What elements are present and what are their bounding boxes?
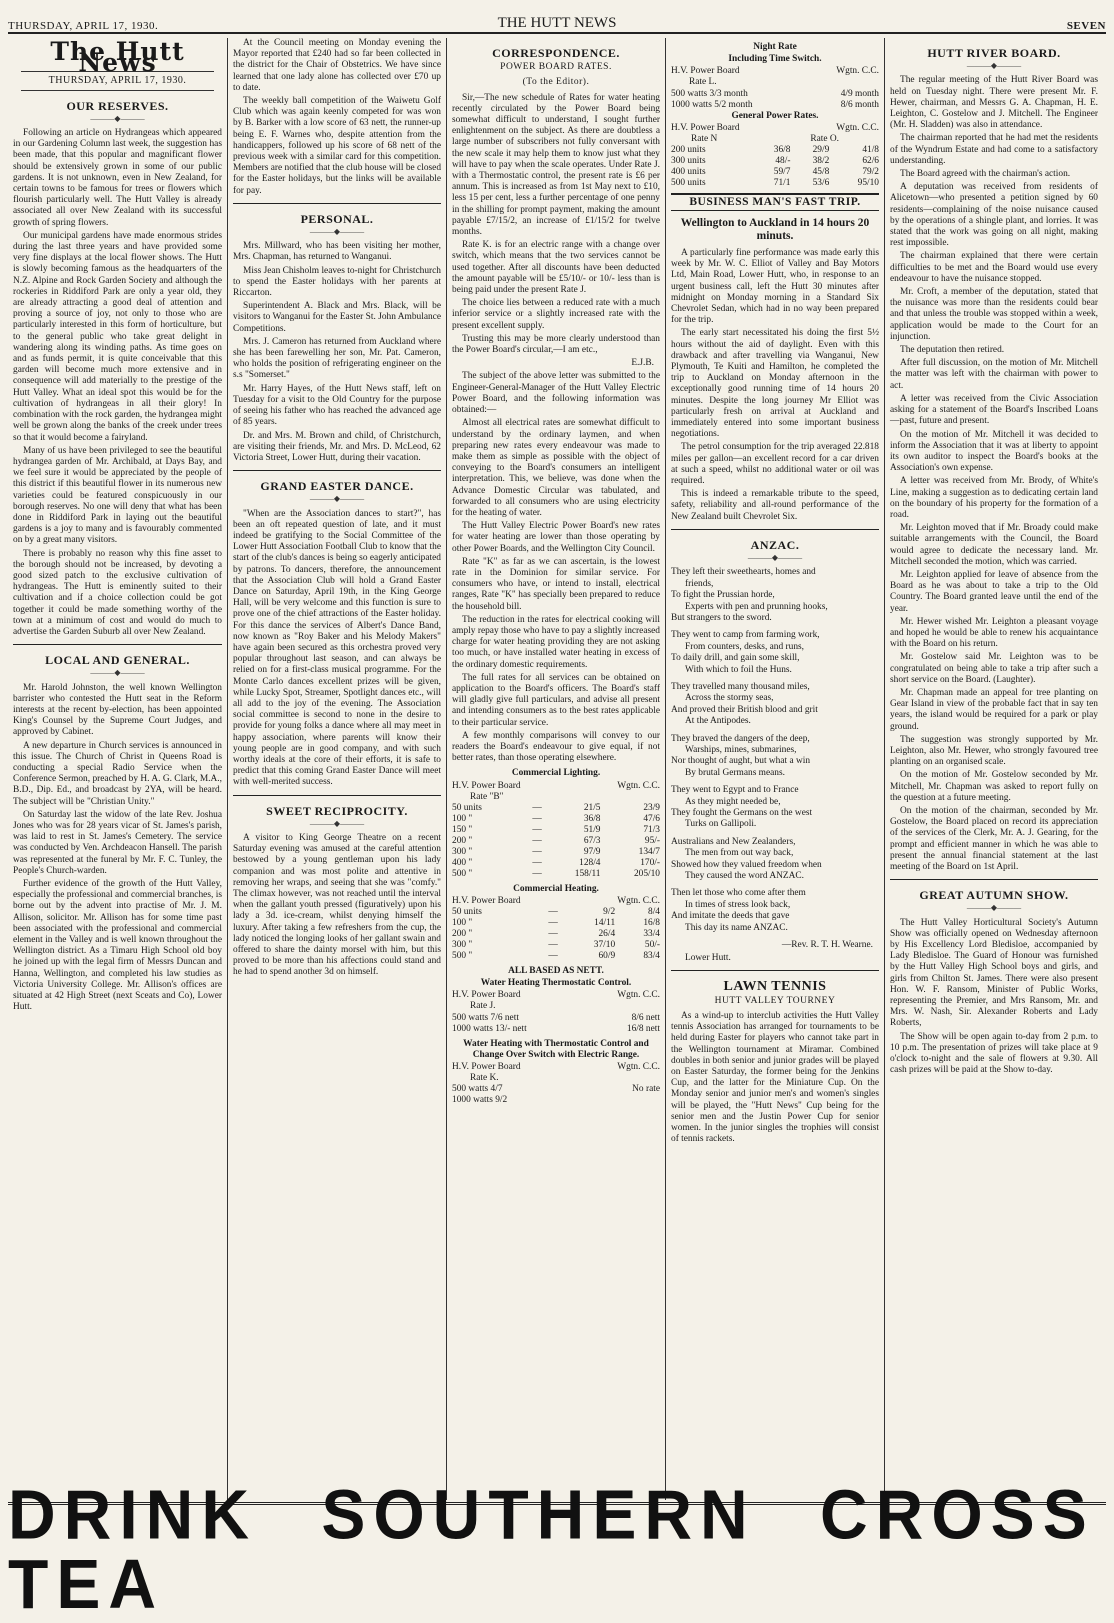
divider-ornament: ———◆———: [747, 553, 803, 563]
paragraph: The regular meeting of the Hutt River Board was held on Tuesday night. There were present Mr. F. Hewer, chairman, and Messrs G. A. Chapman, H. E. Leighton, C. Gostelow and J. Mitchell. The Engineer (Mr. H. Sladden) was also in attendance.: [890, 75, 1098, 131]
paragraph: As a wind-up to interclub activities the Hutt Valley tennis Association has arranged for tournaments to be held during Easter for players who cannot take part in the Wellington tournament at Miramar. Combined doubles in both senior and junior grades will be played on Easter Saturday, the former being for the Jenkins Cup, and the latter for the Miniature Cup. On the Monday senior and junior men's and women's singles will be played, the "Hutt News" Cup being for the senior men and the Justin Power Cup for senior women. In the junior singles the trophies will consist of tennis rackets.: [671, 1010, 879, 1145]
rate-head-cell: Wgtn. C.C.: [617, 1062, 660, 1073]
rate-cell: No rate: [632, 1084, 660, 1095]
rate-cell: —: [532, 868, 542, 879]
rate-cell: 100 ": [452, 813, 473, 824]
rate-table-head: [452, 896, 660, 907]
rate-cell: —: [532, 813, 542, 824]
rate-cell: 71/3: [643, 824, 660, 835]
rate-cell: 79/2: [862, 166, 879, 177]
poem-line: From counters, desks, and runs,: [685, 641, 804, 652]
paragraph: Mrs. Millward, who has been visiting her mother, Mrs. Chapman, has returned to Wanganui.: [233, 241, 441, 263]
masthead: The Hutt News: [50, 38, 185, 78]
reserves-article: [13, 128, 222, 638]
paragraph: Our municipal gardens have made enormous strides during the last three years and have provided some very fine displays at the local flower shows. The Hutt is slowly becoming famous as the headquarters of the N.Z. Alpine and Rock Garden Society and although the rockeries in Riddiford Park are only a year old, they are already attracting a good deal of attention and proving a source of joy, not only to those who are particularly interested in this form of horticulture, but to the general public who take great delight in wandering along its winding paths. As time goes on and as funds permit, it is quite conceivable that this garden will become much more extensive and in consequence will add materially to the prestige of the Hutt Valley. What an ideal spot this would be for the cultivation of hydrangeas in all their glory! In combination with the rock garden, the hydrangea might well be grown along the banks of the creek under trees so that it would become a fairyland.: [13, 230, 222, 443]
paragraph: Superintendent A. Black and Mrs. Black, will be visitors to Wanganui for the Easter St. John Ambulance Competitions.: [233, 301, 441, 334]
power-board-subheading: POWER BOARD RATES.: [500, 62, 612, 73]
column-2: [227, 38, 446, 1500]
poem-line: The men from out way back,: [685, 848, 794, 859]
rate-cell: 48/-: [775, 155, 791, 166]
rate-cell: 36/8: [583, 813, 601, 824]
advertisement-text: DRINK SOUTHERN CROSS TEA: [8, 1475, 1095, 1623]
rate-cell: 21/5: [583, 802, 601, 813]
lighting-table: [452, 803, 660, 880]
poem-line: Showed how they valued freedom when: [671, 859, 822, 870]
poem-line: Then let those who come after them: [671, 888, 806, 899]
rate-head-cell: Wgtn. C.C.: [617, 780, 660, 791]
rate-cell: 1000 watts 13/- nett: [452, 1023, 527, 1034]
paragraph: Following an article on Hydrangeas which appeared in our Gardening Column last week, the suggestion has been made, that this popular and magnificant flower should be extensively grown in some of our public gardens. It is not unknown, even in New Zealand, for certain towns to be famous for trees or flowers which flourish particularly well. The Hutt Valley is already associated all over New Zealand with its successful growth of spring flowers.: [13, 128, 222, 228]
rate-label: Rate K.: [470, 1073, 499, 1084]
paragraph: Mr. Harold Johnston, the well known Wellington barrister who contested the Hutt seat in the Reform interests at the recent by-election, has been appointed King's Counsel by the Supreme Court Judges, and approved by Cabinet.: [13, 682, 222, 738]
rate-row: [671, 156, 879, 167]
columns: [8, 38, 1106, 1500]
rate-cell: 45/8: [812, 166, 830, 177]
rate-row: [452, 803, 660, 814]
poem-line: By brutal Germans means.: [685, 767, 785, 778]
paragraph: Sir,—The new schedule of Rates for water heating recently circulated by the Power Board being somewhat difficult to understand, I sought further enlightenment on the subject. As there are doubtless a large number of subscribers not fully conversant with the new scale it may help them to know just what they will have to pay when the scale operates. Under Rate J. with a Thermostatic control, the present rate is £6 per annum. This is increased as from 1st May next to £10, less 15 per cent, less a further percentage of one penny in the shilling for prompt payment, making the amount payable £7/15/2, an increase of £1/15/2 for twelve months.: [452, 92, 660, 238]
rate-cell: 16/8: [643, 918, 660, 928]
section-rule: [890, 879, 1098, 880]
rate-subhead: [671, 134, 879, 145]
rate-row: [452, 1024, 660, 1035]
section-rule: [671, 970, 879, 971]
column-1: [8, 38, 227, 1500]
paragraph: The Board agreed with the chairman's action.: [900, 169, 1071, 180]
autumn-show-heading: GREAT AUTUMN SHOW.: [919, 888, 1069, 903]
poem-line: And imitate the deeds that gave: [671, 911, 790, 922]
rate-head-cell: Wgtn. C.C.: [836, 122, 879, 133]
poem-line: They braved the dangers of the deep,: [671, 733, 810, 744]
divider-ornament: ———◆———: [966, 61, 1022, 71]
paragraph: The petrol consumption for the trip averaged 22.818 miles per gallon—an excellent record for a car driven at such a speed, whilst no additional water or oil was required.: [671, 442, 879, 487]
rate-head-cell: Wgtn. C.C.: [617, 896, 660, 906]
rate-row: [452, 814, 660, 825]
rate-cell: 33/4: [643, 929, 660, 939]
rate-cell: 200 units: [671, 144, 706, 155]
paragraph: The deputation then retired.: [900, 345, 1005, 356]
heating-table-title: Commercial Heating.: [513, 883, 599, 894]
anzac-poem: [671, 567, 879, 934]
poem-line: Australians and New Zealanders,: [671, 836, 796, 847]
section-rule: [233, 795, 441, 796]
divider-ornament: ———◆———: [966, 903, 1022, 913]
rate-cell: 300 units: [671, 155, 706, 166]
rate-cell: 500 units: [671, 177, 706, 188]
rate-cell: 51/9: [583, 824, 601, 835]
header-page-number: SEVEN: [1066, 20, 1106, 32]
rate-head-cell: H.V. Power Board: [671, 66, 740, 77]
paragraph: The weekly ball competition of the Waiwetu Golf Club which was again keenly competed for was won by B. Barker with a low score of 63 nett, the runner-up being E. F. Warnes who, despite attention from the handicappers, followed up his score of 68 nett of the previous week with a similar card for this competition. Members are notified that the club house will be closed for the Easter holidays, but the links will be available for pay.: [233, 96, 442, 196]
poem-line: They left their sweethearts, homes and: [671, 567, 816, 578]
rate-cell: 83/4: [643, 951, 660, 961]
paragraph: At the Council meeting on Monday evening the Mayor reported that £240 had so far been collected in the district for the Chair of Obstetrics. We have since learned that one lady alone has collected over £70 up to date.: [233, 38, 441, 93]
rate-cell: —: [548, 929, 558, 939]
general-power-title: General Power Rates.: [731, 110, 819, 121]
poem-line: At the Antipodes.: [685, 716, 751, 727]
poem-line: In times of stress look back,: [685, 899, 791, 910]
rate-cell: 95/-: [644, 835, 660, 846]
paragraph: The Hutt Valley Electric Power Board's new rates for water heating are lower than those operating by other Power Boards, and the Wellington City Council.: [452, 521, 660, 554]
anzac-heading: ANZAC.: [750, 537, 800, 552]
rate-row: [452, 825, 660, 836]
paragraph: Rate K. is for an electric range with a change over switch, which means that the two services cannot be used together. After all discounts have been deducted the amount payable will be £5/10/- or 10/- less than is being paid under the present Rate J.: [452, 240, 660, 296]
rate-cell: 50 units: [452, 907, 482, 917]
poem-line: Nor thought of aught, but what a win: [671, 756, 811, 767]
poem-line: Experts with pen and prunning hooks,: [685, 601, 828, 612]
paragraph: Miss Jean Chisholm leaves to-night for Christchurch to spend the Easter holidays with her parents at Riccarton.: [233, 265, 441, 299]
rate-head-cell: H.V. Power Board: [452, 1062, 521, 1073]
column-3: [446, 38, 665, 1500]
paragraph: Dr. and Mrs. M. Brown and child, of Christchurch, are visiting their friends, Mr. and Mrs. D. McLeod, 62 Victoria Street, Lower Hutt, during their vacation.: [233, 430, 441, 463]
page-header: [8, 8, 1106, 34]
poem-stanza: [671, 734, 879, 780]
paragraph: The Show will be open again to-day from 2 p.m. to 10 p.m. The presentation of prizes will take place at 9 o'clock to-night and the sale of flowers at 9.30. All cash prizes will be paid at the Show to-day.: [890, 1031, 1098, 1076]
rate-cell: —: [532, 857, 542, 868]
to-editor-line: (To the Editor).: [522, 77, 590, 88]
rate-cell: 1000 watts 9/2: [452, 1095, 508, 1106]
paragraph: The chairman reported that he had met the residents of the Wyndrum Estate and had come to a satisfactory understanding.: [890, 133, 1098, 166]
section-rule: [671, 529, 879, 530]
rate-row: [452, 858, 660, 869]
section-rule: [233, 203, 441, 204]
paragraph: Rate "K" as far as we can ascertain, is the lowest rate in the Dominion for similar service. For consumers who have, or intend to install, electrical ranges, Rate "K" has specially been prepared to reduce the household bill.: [452, 556, 660, 612]
rate-row: [452, 929, 660, 940]
paragraph: The Hutt Valley Horticultural Society's Autumn Show was officially opened on Wednesday afternoon by His Excellency Lord Bledisloe, accompanied by Lady Bledisloe. The Guard of Honour was furnished by the Hutt Valley High School boys and girls, and girls from Chilton St. James. There were also present Hon. W. F. Ransom, Minister of Public Works, representing the Premier, and Mrs Ransom, Mr. and Mrs. W. Nash, Sir. Alexander Roberts and Lady Roberts,: [890, 917, 1098, 1029]
rate-cell: —: [532, 824, 542, 835]
paragraph: A letter was received from Mr. Brody, of White's Line, making a suggestion as to dedicating certain land on the boundary of his property for the formation of a road.: [890, 476, 1098, 520]
poem-line: To fight the Prussian horde,: [671, 590, 775, 601]
rate-row: [452, 1084, 660, 1095]
rate-cell: 200 ": [452, 835, 473, 846]
paragraph: A few monthly comparisons will convey to our readers the Board's endeavour to give equal, if not better rates, than those operating elsewhere.: [452, 730, 660, 764]
rate-head-cell: Rate O.: [810, 133, 839, 144]
rate-row: [452, 907, 660, 918]
section-rule: [233, 470, 441, 471]
rate-cell: 500 ": [452, 951, 473, 961]
paragraph: A new departure in Church services is announced in this issue. The Church of Christ in Queens Road is conducting a special Radio Service when the Conference Sermon, preached by H. A. G. Clark, M.A., B.D., Dip. Ed., and broadcast by 2YA, will be heard. The subject will be "Christian Unity.": [13, 740, 222, 807]
paragraph: "When are the Association dances to start?", has been an oft repeated question of late, and it must indeed be gratifying to the Social Committee of the Lower Hutt Association Football Club to know that the start of the club's dances is being so eagerly anticipated by patrons. To dancers, therefore, the announcement that the Association Club will hold a Grand Easter Dance on Saturday, April 19th, in the King George Hall, will be very welcome and this function is sure to prove one of the chief attractions of the Easter holiday. For this dance the services of Albert's Dance Band, now known as "Roy Baker and his Melody Makers" have again been secured as this orchestra proved very popular throughout last season, and can always be relied on for a first-class musical programme. For the Monte Carlo dances excellent prizes will be given, while Lucky Spot, Streamer, Spotlight dances etc., will all add to the joy of the evening. The Association social committee is second to none in the desire to provide for young folks a dance where all may meet in happy association, where parents will know their young people are in good company, and with such worthy ideals at the core of their efforts, it is safe to predict that this coming Grand Easter Dance will meet with well-merited success.: [233, 508, 441, 788]
header-date: THURSDAY, APRIL 17, 1930.: [8, 20, 159, 32]
section-rule: [13, 644, 222, 645]
rate-cell: 400 units: [671, 166, 706, 177]
rate-label: Rate "B": [470, 791, 504, 802]
rate-row: [671, 178, 879, 189]
rate-cell: 59/7: [773, 166, 791, 177]
dance-heading: GRAND EASTER DANCE.: [260, 479, 414, 494]
tennis-subheading: HUTT VALLEY TOURNEY: [714, 995, 836, 1006]
paragraph: Mr. Croft, a member of the deputation, stated that the nuisance was more than the residents could bear and that unless the trouble was stopped within a week, application would be made to the Court for an injunction.: [890, 287, 1098, 342]
poem-stanza: [671, 888, 879, 934]
poem-line: To daily drill, and gain some skill,: [671, 653, 800, 664]
poem-line: They went to camp from farming work,: [671, 630, 820, 641]
paragraph: A visitor to King George Theatre on a recent Saturday evening was amused at the careful attention bestowed by a young gentleman upon his lady companion and was most polite and attentive in removing her wraps, and seeing that she was "comfy." The climax however, was not reached until the interval when the gallant youth pressed (figuratively) upon his lady a 3d. ice-cream, whilst denying himself the luxury. After taking a few refreshers from the cup, the lady noticed the longing looks of her gallant swain and offered to share the dainty morsel with him, but this proved to be more than his affections could stand and he had to spend another 3d on himself.: [233, 833, 441, 978]
poem-line: As they might needed be,: [685, 796, 781, 807]
river-board-article: [890, 75, 1098, 873]
rate-cell: 158/11: [574, 868, 601, 879]
paragraph: Mr. Gostelow said Mr. Leighton was to be congratulated on being able to take a trip after such a short service on the Board. (Laughter).: [890, 652, 1098, 685]
paragraph: On the motion of the chairman, seconded by Mr. Gostelow, the Board placed on record its appreciation of the services of the Clerk, Mr. A. J. Gearing, for the prompt and efficient manner in which he was able to present the annual financial statement at the last meeting of the Board on 1st April.: [890, 806, 1098, 873]
poem-line: friends,: [685, 578, 714, 589]
rate-cell: 150 ": [452, 824, 473, 835]
rate-row: [671, 89, 879, 100]
poem-stanza: [671, 567, 879, 624]
rate-cell: 95/10: [857, 177, 879, 188]
paragraph: This is indeed a remarkable tribute to the speed, safety, reliability and all-round performance of the New Zealand built Chevrolet Six.: [671, 489, 879, 522]
paragraph: A particularly fine performance was made early this week by Mr. W. C. Elliot of Valley and Bay Motors Ltd, Main Road, Lower Hutt, who, in response to an urgent business call, left the Hutt 30 minutes after midnight on Monday morning in a Standard Six Chevrolet Sedan, which had in no way been prepared for the trip.: [671, 248, 879, 326]
rate-row: [671, 100, 879, 111]
paragraph: Mr. Leighton applied for leave of absence from the Board as he was about to take a trip to the Old Country. The Board granted leave until the end of the year.: [890, 569, 1098, 614]
paragraph: A letter was received from the Civic Association asking for a statement of the Board's Inscribed Loans—past, future and present.: [890, 393, 1098, 427]
rate-cell: 29/9: [812, 144, 830, 155]
rate-head-cell: Rate N: [691, 133, 718, 144]
reciprocity-heading: SWEET RECIPROCITY.: [266, 803, 408, 818]
paragraph: Mr. Harry Hayes, of the Hutt News staff, left on Tuesday for a visit to the Old Country for the purpose of seeing his father who has reached the advanced age of 85 years.: [233, 383, 441, 428]
rate-cell: 500 watts 7/6 nett: [452, 1012, 519, 1023]
lighting-table-title: Commercial Lighting.: [511, 768, 601, 779]
paragraph: On Saturday last the widow of the late Rev. Joshua Jones who was for 28 years vicar of St. James's parish, was laid to rest in St. James's Cemetery. The service was conducted by Ven. Archdeacon Hansell. The parish was represented at the funeral by Mr. F. C. Tunley, the People's Church-warden.: [13, 809, 222, 876]
rate-table-head: [671, 66, 879, 77]
divider-ornament: ———◆———: [90, 113, 145, 123]
fast-trip-heading: BUSINESS MAN'S FAST TRIP.: [671, 193, 879, 211]
rate-cell: 300 ": [452, 846, 473, 857]
rate-cell: 8/4: [648, 907, 660, 917]
tea-advertisement: [8, 1475, 1106, 1623]
rate-row: [452, 1095, 660, 1106]
paragraph: A deputation was received from residents of Alicetown—who presented a petition signed by 60 residents—complaining of the noise nuisance caused by the operations of a shingle plant, and lorries. It was stated that the work was going on all night, making rest impossible.: [890, 182, 1098, 249]
rate-cell: 200 ": [452, 929, 473, 939]
header-paper-title: THE HUTT NEWS: [497, 15, 617, 31]
rate-cell: 205/10: [633, 868, 660, 879]
paragraph: Many of us have been privileged to see the beautiful hydrangea garden of Mr. Archibald, at Days Bay, and we feel sure it would be appreciated by the people of this district if this beautiful flower in its numerous new varieties could be featured conspicuously in our borough reserves. No one will deny that what has been done in Riddiford Park in laying out the beautiful gardens is a joy to many and is favourably commented on by a great many visitors.: [13, 445, 222, 546]
fast-trip-subheading: Wellington to Auckland in 14 hours 20 minuts.: [680, 217, 870, 243]
rate-row: [452, 836, 660, 847]
rate-table-head: [452, 990, 660, 1001]
rate-row: [452, 869, 660, 880]
switch-table-title: Water Heating with Thermostatic Control and Change Over Switch with Electric Range.: [463, 1038, 649, 1060]
rate-cell: —: [532, 835, 542, 846]
rate-cell: 8/6 nett: [631, 1012, 660, 1023]
poem-line: They went to Egypt and to France: [671, 785, 799, 796]
night-rate-title: Night Rate: [753, 42, 797, 52]
rate-cell: 38/2: [812, 155, 830, 166]
rate-cell: 300 ": [452, 940, 473, 950]
paragraph: After full discussion, on the motion of Mr. Mitchell the matter was left with the chairman with power to act.: [890, 358, 1098, 391]
paragraph: The early start necessitated his doing the first 5½ hours without the aid of daylight. Even with this drawback and after travelling via Wanganui, New Plymouth, Te Kuiti and Hamilton, he completed the trip to Auckland on Monday afternoon in the exceptionally good running time of 14 hours 20 minutes. Despite the long journey Mr Elliot was particularly fresh on arrival at Auckland and immediately entered into some important business negotiations.: [671, 328, 879, 440]
rate-table-head: [452, 781, 660, 792]
thermo-table-title: Water Heating Thermostatic Control.: [480, 978, 632, 989]
divider-ornament: ———◆———: [309, 227, 365, 237]
river-board-heading: HUTT RIVER BOARD.: [927, 46, 1061, 60]
rate-row: [452, 951, 660, 962]
poem-stanza: [671, 785, 879, 831]
correspondence-heading: CORRESPONDENCE.: [492, 46, 620, 60]
rate-row: [452, 847, 660, 858]
rate-row: [671, 145, 879, 156]
paragraph: The reduction in the rates for electrical cooking will amply repay those who have to pay a slightly increased charge for water heating providing they are not asking too much, or have installed water heating in excess of the ordinary domestic requirements.: [452, 614, 660, 670]
rate-cell: 23/9: [643, 802, 660, 813]
letter-signature: E.J.B.: [631, 358, 654, 369]
paragraph: Trusting this may be more clearly understood than the Power Board's circular,—I am etc.,: [452, 333, 660, 356]
personal-article: [233, 241, 441, 464]
poem-line: They caused the word ANZAC.: [685, 871, 804, 882]
rate-cell: 100 ": [452, 918, 473, 928]
reserves-heading: OUR RESERVES.: [66, 98, 169, 113]
poem-stanza: [671, 682, 879, 728]
divider-ornament: ———◆———: [309, 818, 365, 828]
rate-cell: 134/7: [638, 846, 660, 857]
poem-stanza: [671, 837, 879, 883]
paragraph: On the motion of Mr. Gostelow seconded by Mr. Mitchell, Mr. Chapman was asked to report fully on the question at a future meeting.: [890, 770, 1098, 803]
rate-cell: —: [532, 802, 542, 813]
divider-ornament: ———◆———: [309, 494, 365, 504]
rate-cell: 36/8: [773, 144, 791, 155]
paragraph: Mr. Chapman made an appeal for tree planting on Gear Island in view of the probable fact that in say ten years, the island would be required for a park or play ground.: [890, 687, 1098, 732]
rate-cell: —: [548, 940, 558, 950]
rate-cell: 128/4: [579, 857, 601, 868]
paragraph: Mr. Leighton moved that if Mr. Broady could make suitable arrangements with the Council, the Board would agree to dedicate the necessary land. Mr. Mitchell seconded the motion, which was carried.: [890, 523, 1098, 567]
rate-cell: 1000 watts 5/2 month: [671, 99, 753, 110]
rate-cell: 500 watts 4/7: [452, 1084, 503, 1095]
rate-cell: 500 ": [452, 868, 473, 879]
rate-cell: 16/8 nett: [626, 1023, 660, 1034]
paragraph: Almost all electrical rates are somewhat difficult to understand by the ordinary laymen, and when preparing new rates every endeavour was made to make them as simple as possible with the object of conveying to the Board's consumers an intelligent interpretation. This, we believe, was done when the Advance Domestic Circular was tabulated, and forwarded to all consumers who are using electricity for the heating of water.: [452, 418, 660, 518]
paragraph: On the motion of Mr. Mitchell it was decided to inform the Association that it was at liberty to appoint its own auditor to inspect the Board's books at the Association's own expense.: [890, 429, 1098, 474]
rate-label: Rate J.: [470, 1001, 496, 1012]
poem-stanza: [671, 630, 879, 676]
rate-cell: 97/9: [583, 846, 601, 857]
rate-cell: 37/10: [593, 940, 616, 950]
rate-head-cell: H.V. Power Board: [452, 896, 521, 906]
rate-head-cell: H.V. Power Board: [452, 780, 521, 791]
rate-head-cell: Wgtn. C.C.: [836, 66, 879, 77]
rate-cell: 8/6 month: [840, 99, 879, 110]
rate-cell: 53/6: [812, 177, 830, 188]
rate-label: Rate L.: [689, 77, 717, 88]
paragraph: Mr. Hewer wished Mr. Leighton a pleasant voyage and hoped he would be able to renew his acquaintance with the Board on his return.: [890, 616, 1098, 650]
rate-cell: —: [532, 846, 542, 857]
paragraph: The choice lies between a reduced rate with a much inferior service or a slightly increased rate with the present excellent supply.: [452, 298, 660, 331]
general-power-table: [671, 145, 879, 189]
rate-cell: 47/6: [643, 813, 660, 824]
rate-cell: 500 watts 3/3 month: [671, 88, 748, 99]
rate-cell: 26/4: [598, 929, 616, 939]
masthead-date: THURSDAY, APRIL 17, 1930.: [21, 71, 214, 90]
rate-head-cell: Wgtn. C.C.: [617, 990, 660, 1001]
rate-cell: 4/9 month: [840, 88, 879, 99]
rate-row: [452, 918, 660, 929]
paragraph: The full rates for all services can be obtained on application to the Board's officers. The Board's staff will gladly give full particulars, and advise all present and intending consumers as to the best rates applicable to their particular service.: [452, 672, 660, 728]
rate-cell: 60/9: [598, 951, 616, 961]
poem-signature: —Rev. R. T. H. Wearne.: [781, 940, 873, 951]
poem-line: Across the stormy seas,: [685, 693, 774, 704]
rate-table-head: [452, 1062, 660, 1073]
poem-line: And proved their British blood and grit: [671, 704, 818, 715]
rate-cell: 170/-: [640, 857, 660, 868]
rate-cell: 9/2: [603, 907, 616, 917]
poem-line: This day its name ANZAC.: [685, 922, 788, 933]
poem-line: With which to foil the Huns.: [685, 664, 792, 675]
poem-place: Lower Hutt.: [685, 953, 731, 964]
column-5: [884, 38, 1103, 1500]
heating-table: [452, 907, 660, 962]
paragraph: There is probably no reason why this fine asset to the borough should not be increased, by devoting a good sized patch to the exclusive cultivation of hydrangeas. The Hutt is eminently suited to their cultivation and if a choice collection could be got together it could be made something worthy of the town at a minimum of cost and would do much to advertise the Garden Suburb all over New Zealand.: [13, 548, 222, 637]
rate-head-cell: H.V. Power Board: [452, 990, 521, 1001]
rate-cell: 400 ": [452, 857, 473, 868]
paragraph: Mrs. J. Cameron has returned from Auckland where she has been farewelling her son, Mr. Pat. Cameron, who holds the position of refrigerating engineer on the s.s "Somerset.": [233, 336, 441, 381]
rate-cell: —: [548, 918, 558, 928]
rate-table-head: [671, 123, 879, 134]
poem-line: But strangers to the sword.: [671, 612, 772, 623]
paragraph: The subject of the above letter was submitted to the Engineer-General-Manager of the Hutt Valley Electric Power Board, and the following information was obtained:—: [452, 371, 660, 416]
rate-cell: 71/1: [773, 177, 791, 188]
paragraph: The chairman explained that there were certain difficulties to be met and the Board would use every endeavour to have the nuisance stopped.: [890, 251, 1098, 284]
local-general-heading: LOCAL AND GENERAL.: [45, 653, 190, 668]
column-4: [665, 38, 884, 1500]
rate-cell: 62/6: [862, 155, 879, 166]
rate-cell: —: [548, 907, 558, 917]
rate-row: [452, 940, 660, 951]
rate-cell: 41/8: [862, 144, 879, 155]
poem-line: They travelled many thousand miles,: [671, 681, 810, 692]
rate-cell: 50 units: [452, 802, 482, 813]
local-general-article: [13, 683, 222, 1014]
divider-ornament: ———◆———: [90, 668, 145, 678]
rate-cell: 67/3: [583, 835, 601, 846]
rate-head-cell: H.V. Power Board: [671, 122, 740, 133]
rate-cell: 50/-: [644, 940, 660, 950]
night-rate-subtitle: Including Time Switch.: [728, 54, 822, 65]
poem-line: Warships, mines, submarines,: [685, 744, 797, 755]
rate-cell: —: [548, 951, 558, 961]
tennis-heading: LAWN TENNIS: [723, 979, 827, 995]
personal-heading: PERSONAL.: [300, 211, 374, 226]
rate-row: [671, 167, 879, 178]
poem-line: Turks on Gallipoli.: [685, 819, 757, 830]
rate-row: [452, 1013, 660, 1024]
poem-line: They fought the Germans on the west: [671, 808, 813, 819]
paragraph: The suggestion was strongly supported by Mr. Leighton, also Mr. Hewer, who strongly favoured tree planting on an organised scale.: [890, 734, 1098, 768]
nett-note: ALL BASED AS NETT.: [508, 966, 604, 976]
rate-cell: 14/11: [594, 918, 616, 928]
paragraph: Further evidence of the growth of the Hutt Valley, especially the professional and commercial branches, is borne out by the advent into practise of Mr. J. M. Allison, solicitor. Mr. Allison has for some time past been associated with the professional and commercial element in the Valley and is well known throughout the Wellington district. As a Timaru High School old boy he joined up with the legal firm of Messrs Duncan and Hanna, Wellington, and completed his law studies as Victoria University College. Mr. Allison's offices are situated at 42 High Street (next Sceats and Co), Lower Hutt.: [13, 879, 222, 1013]
